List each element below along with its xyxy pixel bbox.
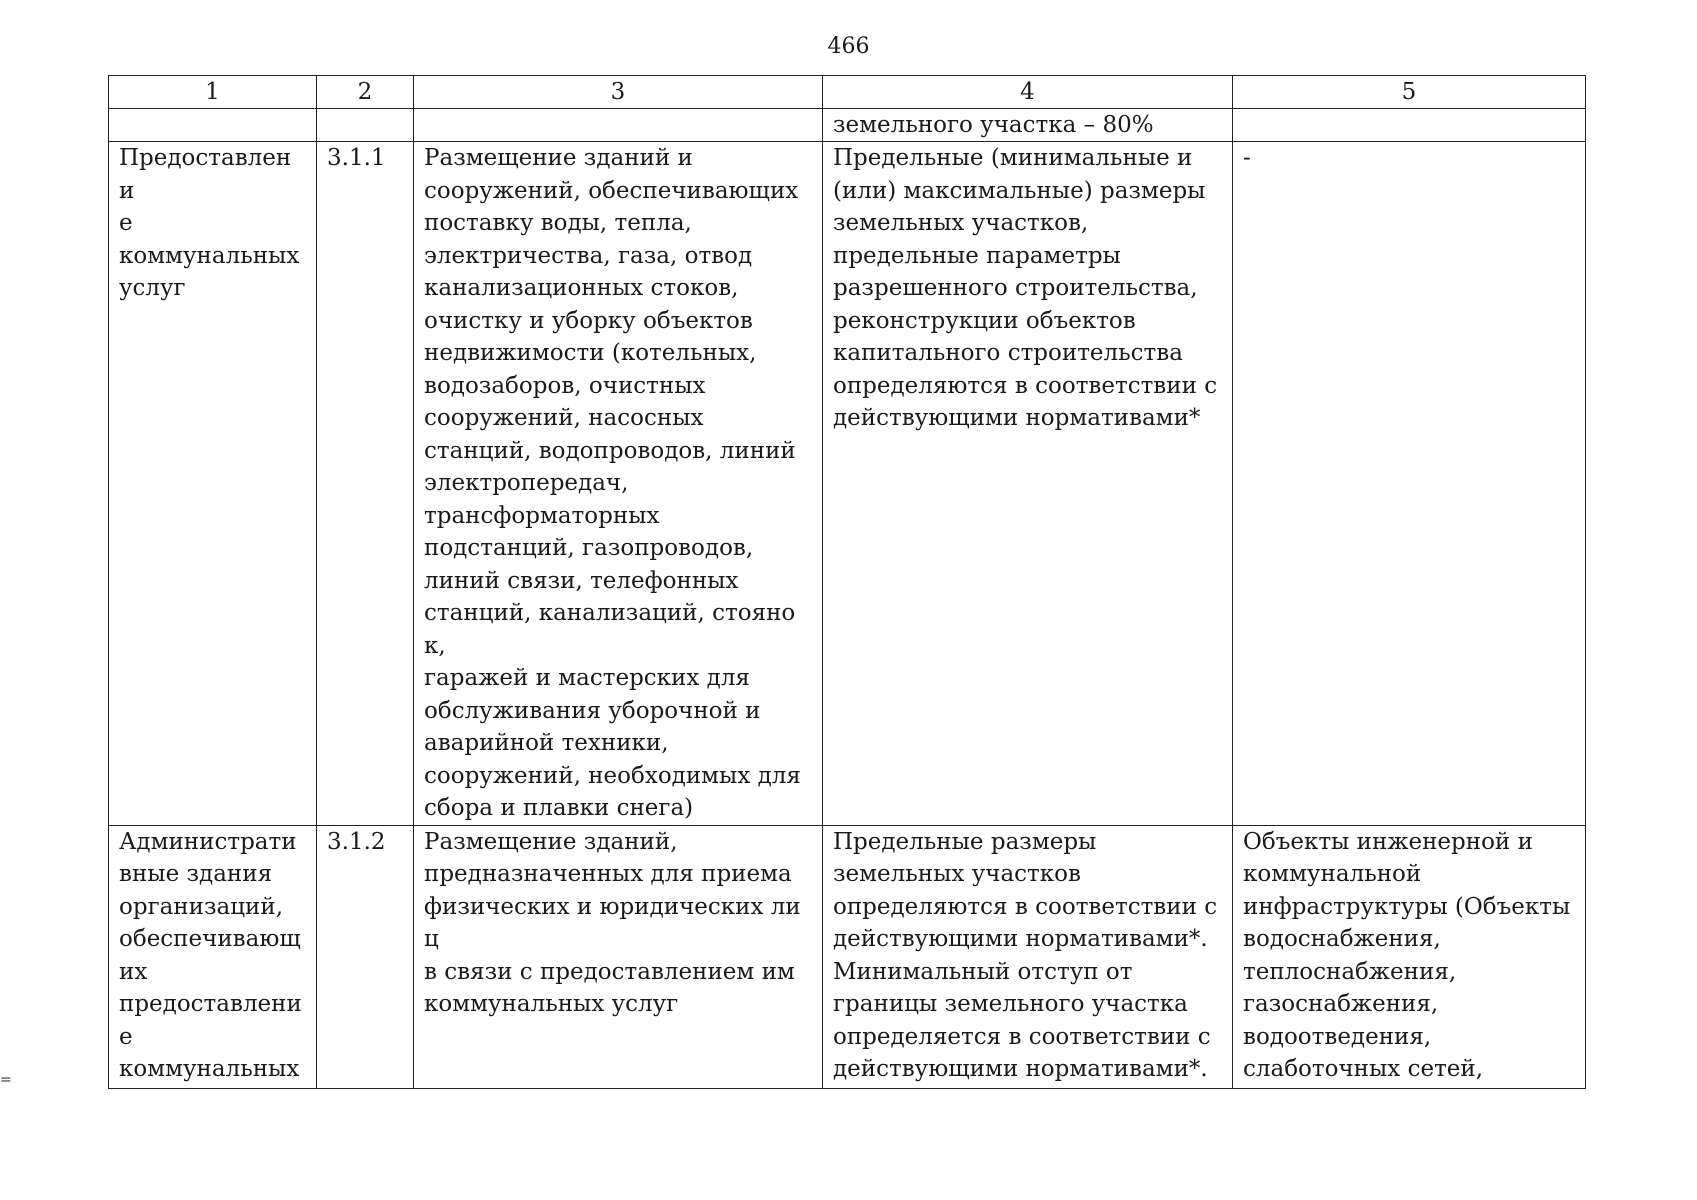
use-description-cell (414, 142, 823, 826)
use-code-cell (317, 142, 414, 826)
use-description: Размещение зданий, предназначенных для приема физических и юридических лиц в связи с предоставлением им коммунальных услуг (424, 828, 801, 1017)
use-code: 3.1.2 (327, 828, 386, 855)
header-row (109, 76, 1586, 109)
use-parameters: Предельные (минимальные и (или) максимальные) размеры земельных участков, предельные параметры разрешенного строительства, реконструкции объектов капитального строительства определяются в соответствии с действующими нормативами* (833, 145, 1218, 431)
cont-cell-4: земельного участка – 80% (823, 109, 1233, 142)
cont-cell-5 (1233, 109, 1586, 142)
use-name: Администрати вные здания организаций, обеспечивающ их предоставлени е коммунальных (119, 828, 302, 1082)
use-code: 3.1.1 (327, 145, 386, 171)
use-restrictions-cell (1233, 825, 1586, 1088)
use-restrictions-cell (1233, 142, 1586, 826)
regulations-table (108, 75, 1586, 1089)
header-cell-3: 3 (414, 76, 823, 109)
scan-mark: = (0, 1072, 12, 1088)
use-restrictions: - (1243, 145, 1251, 171)
continuation-row (109, 109, 1586, 142)
cont-cell-2 (317, 109, 414, 142)
use-description: Размещение зданий и сооружений, обеспечивающих поставку воды, тепла, электричества, газа, отвод канализационных стоков, очистку и уборку объектов недвижимости (котельных, водозаборов, очистных сооружений, насосных станций, водопроводов, линий электропередач, трансформаторных подстанций, газопроводов, линий связи, телефонных станций, канализаций, стоянок, гаражей и мастерских для обслуживания уборочной и аварийной техники, сооружений, необходимых для сбора и плавки снега) (424, 145, 801, 821)
header-cell-1: 1 (109, 76, 317, 109)
use-parameters-cell (823, 142, 1233, 826)
use-code-cell (317, 825, 414, 1088)
use-parameters: Предельные размеры земельных участков определяются в соответствии с действующими нормативами*. Минимальный отступ от границы земельного участка определяется в соответствии с действующими нормативами*. (833, 828, 1218, 1082)
use-name-cell (109, 142, 317, 826)
page-number: 466 (827, 34, 870, 59)
header-cell-4: 4 (823, 76, 1233, 109)
use-name: Предоставлени е коммунальных услуг (119, 145, 300, 301)
use-restrictions: Объекты инженерной и коммунальной инфраструктуры (Объекты водоснабжения, теплоснабжения, газоснабжения, водоотведения, слаботочных сетей, (1243, 828, 1571, 1082)
table-row (109, 142, 1586, 826)
cont-cell-1 (109, 109, 317, 142)
cont-cell-3 (414, 109, 823, 142)
header-cell-2: 2 (317, 76, 414, 109)
header-cell-5: 5 (1233, 76, 1586, 109)
use-description-cell (414, 825, 823, 1088)
use-name-cell (109, 825, 317, 1088)
use-parameters-cell (823, 825, 1233, 1088)
table-row (109, 825, 1586, 1088)
